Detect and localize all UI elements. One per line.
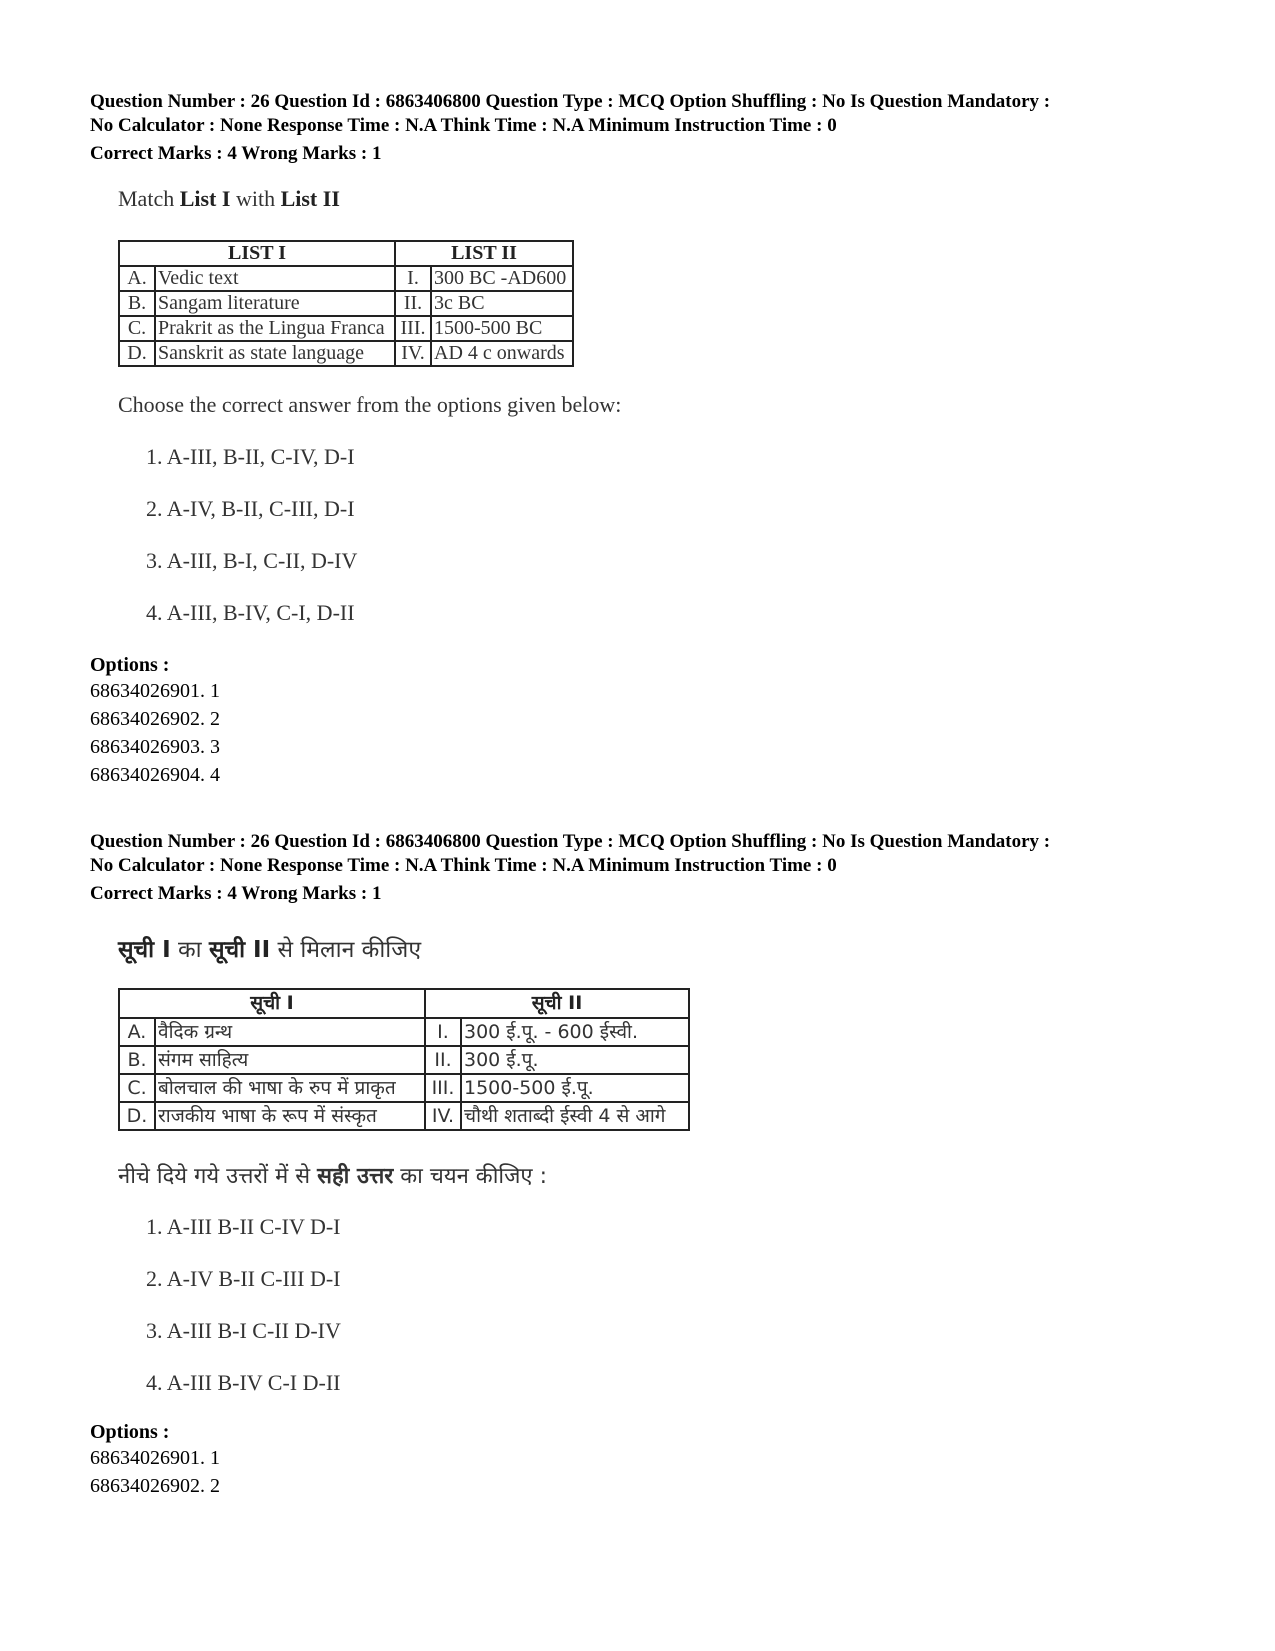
row-label: B. (119, 291, 155, 316)
row-text: 300 ई.पू. (461, 1046, 689, 1074)
question-meta-line2: No Calculator : None Response Time : N.A Think Time : N.A Minimum Instruction Time : 0 (90, 115, 837, 136)
option-item: 68634026904. 4 (90, 764, 220, 786)
intro-list1: सूची I (118, 937, 171, 963)
intro-text: Match (118, 186, 180, 211)
row-text: 300 ई.पू. - 600 ईस्वी. (461, 1018, 689, 1046)
list-item: 2. A-IV B-II C-III D-I (146, 1266, 341, 1291)
row-label: II. (395, 291, 431, 316)
match-table-header (119, 989, 689, 1018)
question-marks: Correct Marks : 4 Wrong Marks : 1 (90, 143, 382, 164)
row-text: बोलचाल की भाषा के रुप में प्राकृत (155, 1074, 425, 1102)
row-text: Sanskrit as state language (155, 341, 395, 366)
row-text: चौथी शताब्दी ईस्वी 4 से आगे (461, 1102, 689, 1130)
row-label: I. (425, 1018, 461, 1046)
table-row (119, 1074, 689, 1102)
question-body (118, 186, 340, 212)
options-section (90, 1421, 1220, 1500)
match-table-header (119, 241, 573, 266)
option-item: 68634026903. 3 (90, 736, 220, 758)
row-text: 1500-500 BC (431, 316, 573, 341)
table-row (119, 1046, 689, 1074)
choose-bold: सही उत्तर (317, 1164, 394, 1189)
choose-text: Choose the correct answer from the options given below: (118, 392, 622, 417)
row-label: A. (119, 266, 155, 291)
match-table-wrapper (118, 988, 690, 1131)
intro-text: with (230, 186, 281, 211)
row-label: D. (119, 1102, 155, 1130)
row-text: 300 BC -AD600 (431, 266, 573, 291)
row-label: B. (119, 1046, 155, 1074)
question-meta-line1: Question Number : 26 Question Id : 6863406800 Question Type : MCQ Option Shuffling : No Is Question Mandatory : (90, 831, 1051, 852)
row-label: III. (425, 1074, 461, 1102)
list-item: 3. A-III, B-I, C-II, D-IV (146, 548, 358, 573)
table-row (119, 316, 573, 341)
row-text: 3c BC (431, 291, 573, 316)
header-list2: सूची II (425, 989, 689, 1018)
intro-list1: List I (179, 186, 231, 211)
row-text: संगम साहित्य (155, 1046, 425, 1074)
row-label: III. (395, 316, 431, 341)
option-item: 68634026902. 2 (90, 1475, 220, 1497)
options-section (90, 654, 1220, 789)
row-label: A. (119, 1018, 155, 1046)
intro-list2: सूची II (208, 937, 271, 963)
row-label: C. (119, 316, 155, 341)
list-item: 1. A-III B-II C-IV D-I (146, 1214, 341, 1239)
choice-list (118, 444, 518, 644)
question-intro (118, 186, 340, 212)
row-label: IV. (395, 341, 431, 366)
choose-instruction (118, 392, 621, 418)
table-row (119, 1102, 689, 1130)
choose-instruction (118, 1160, 547, 1190)
question-marks: Correct Marks : 4 Wrong Marks : 1 (90, 883, 382, 904)
row-text: राजकीय भाषा के रूप में संस्कृत (155, 1102, 425, 1130)
row-label: I. (395, 266, 431, 291)
match-table-wrapper (118, 240, 574, 367)
question-meta-line1: Question Number : 26 Question Id : 6863406800 Question Type : MCQ Option Shuffling : No Is Question Mandatory : (90, 91, 1051, 112)
row-text: Prakrit as the Lingua Franca (155, 316, 395, 341)
header-list1: सूची I (119, 989, 425, 1018)
list-item: 1. A-III, B-II, C-IV, D-I (146, 444, 355, 469)
intro-list2: List II (280, 186, 340, 211)
option-item: 68634026901. 1 (90, 680, 220, 702)
option-item: 68634026902. 2 (90, 708, 220, 730)
row-label: C. (119, 1074, 155, 1102)
header-list1: LIST I (119, 241, 395, 266)
match-table (118, 240, 574, 367)
row-text: 1500-500 ई.पू. (461, 1074, 689, 1102)
table-row (119, 341, 573, 366)
question-meta (90, 830, 1220, 906)
list-item: 3. A-III B-I C-II D-IV (146, 1318, 341, 1343)
table-row (119, 291, 573, 316)
option-item: 68634026901. 1 (90, 1447, 220, 1469)
list-item: 2. A-IV, B-II, C-III, D-I (146, 496, 355, 521)
question-intro (118, 932, 421, 964)
header-list2: LIST II (395, 241, 573, 266)
match-table (118, 988, 690, 1131)
row-label: IV. (425, 1102, 461, 1130)
options-label: Options : (90, 654, 170, 676)
row-text: AD 4 c onwards (431, 341, 573, 366)
table-row (119, 266, 573, 291)
list-item: 4. A-III B-IV C-I D-II (146, 1370, 341, 1395)
question-meta-line2: No Calculator : None Response Time : N.A Think Time : N.A Minimum Instruction Time : 0 (90, 855, 837, 876)
choose-text: नीचे दिये गये उत्तरों में से (118, 1164, 318, 1189)
row-label: D. (119, 341, 155, 366)
question-body (118, 932, 421, 964)
choose-text: का चयन कीजिए : (393, 1164, 547, 1189)
row-text: Sangam literature (155, 291, 395, 316)
question-meta (90, 90, 1220, 166)
intro-text: से मिलान कीजिए (270, 937, 422, 963)
table-row (119, 1018, 689, 1046)
list-item: 4. A-III, B-IV, C-I, D-II (146, 600, 355, 625)
choice-list (118, 1214, 518, 1414)
row-label: II. (425, 1046, 461, 1074)
options-label: Options : (90, 1421, 170, 1443)
row-text: वैदिक ग्रन्थ (155, 1018, 425, 1046)
intro-text: का (170, 937, 209, 963)
row-text: Vedic text (155, 266, 395, 291)
